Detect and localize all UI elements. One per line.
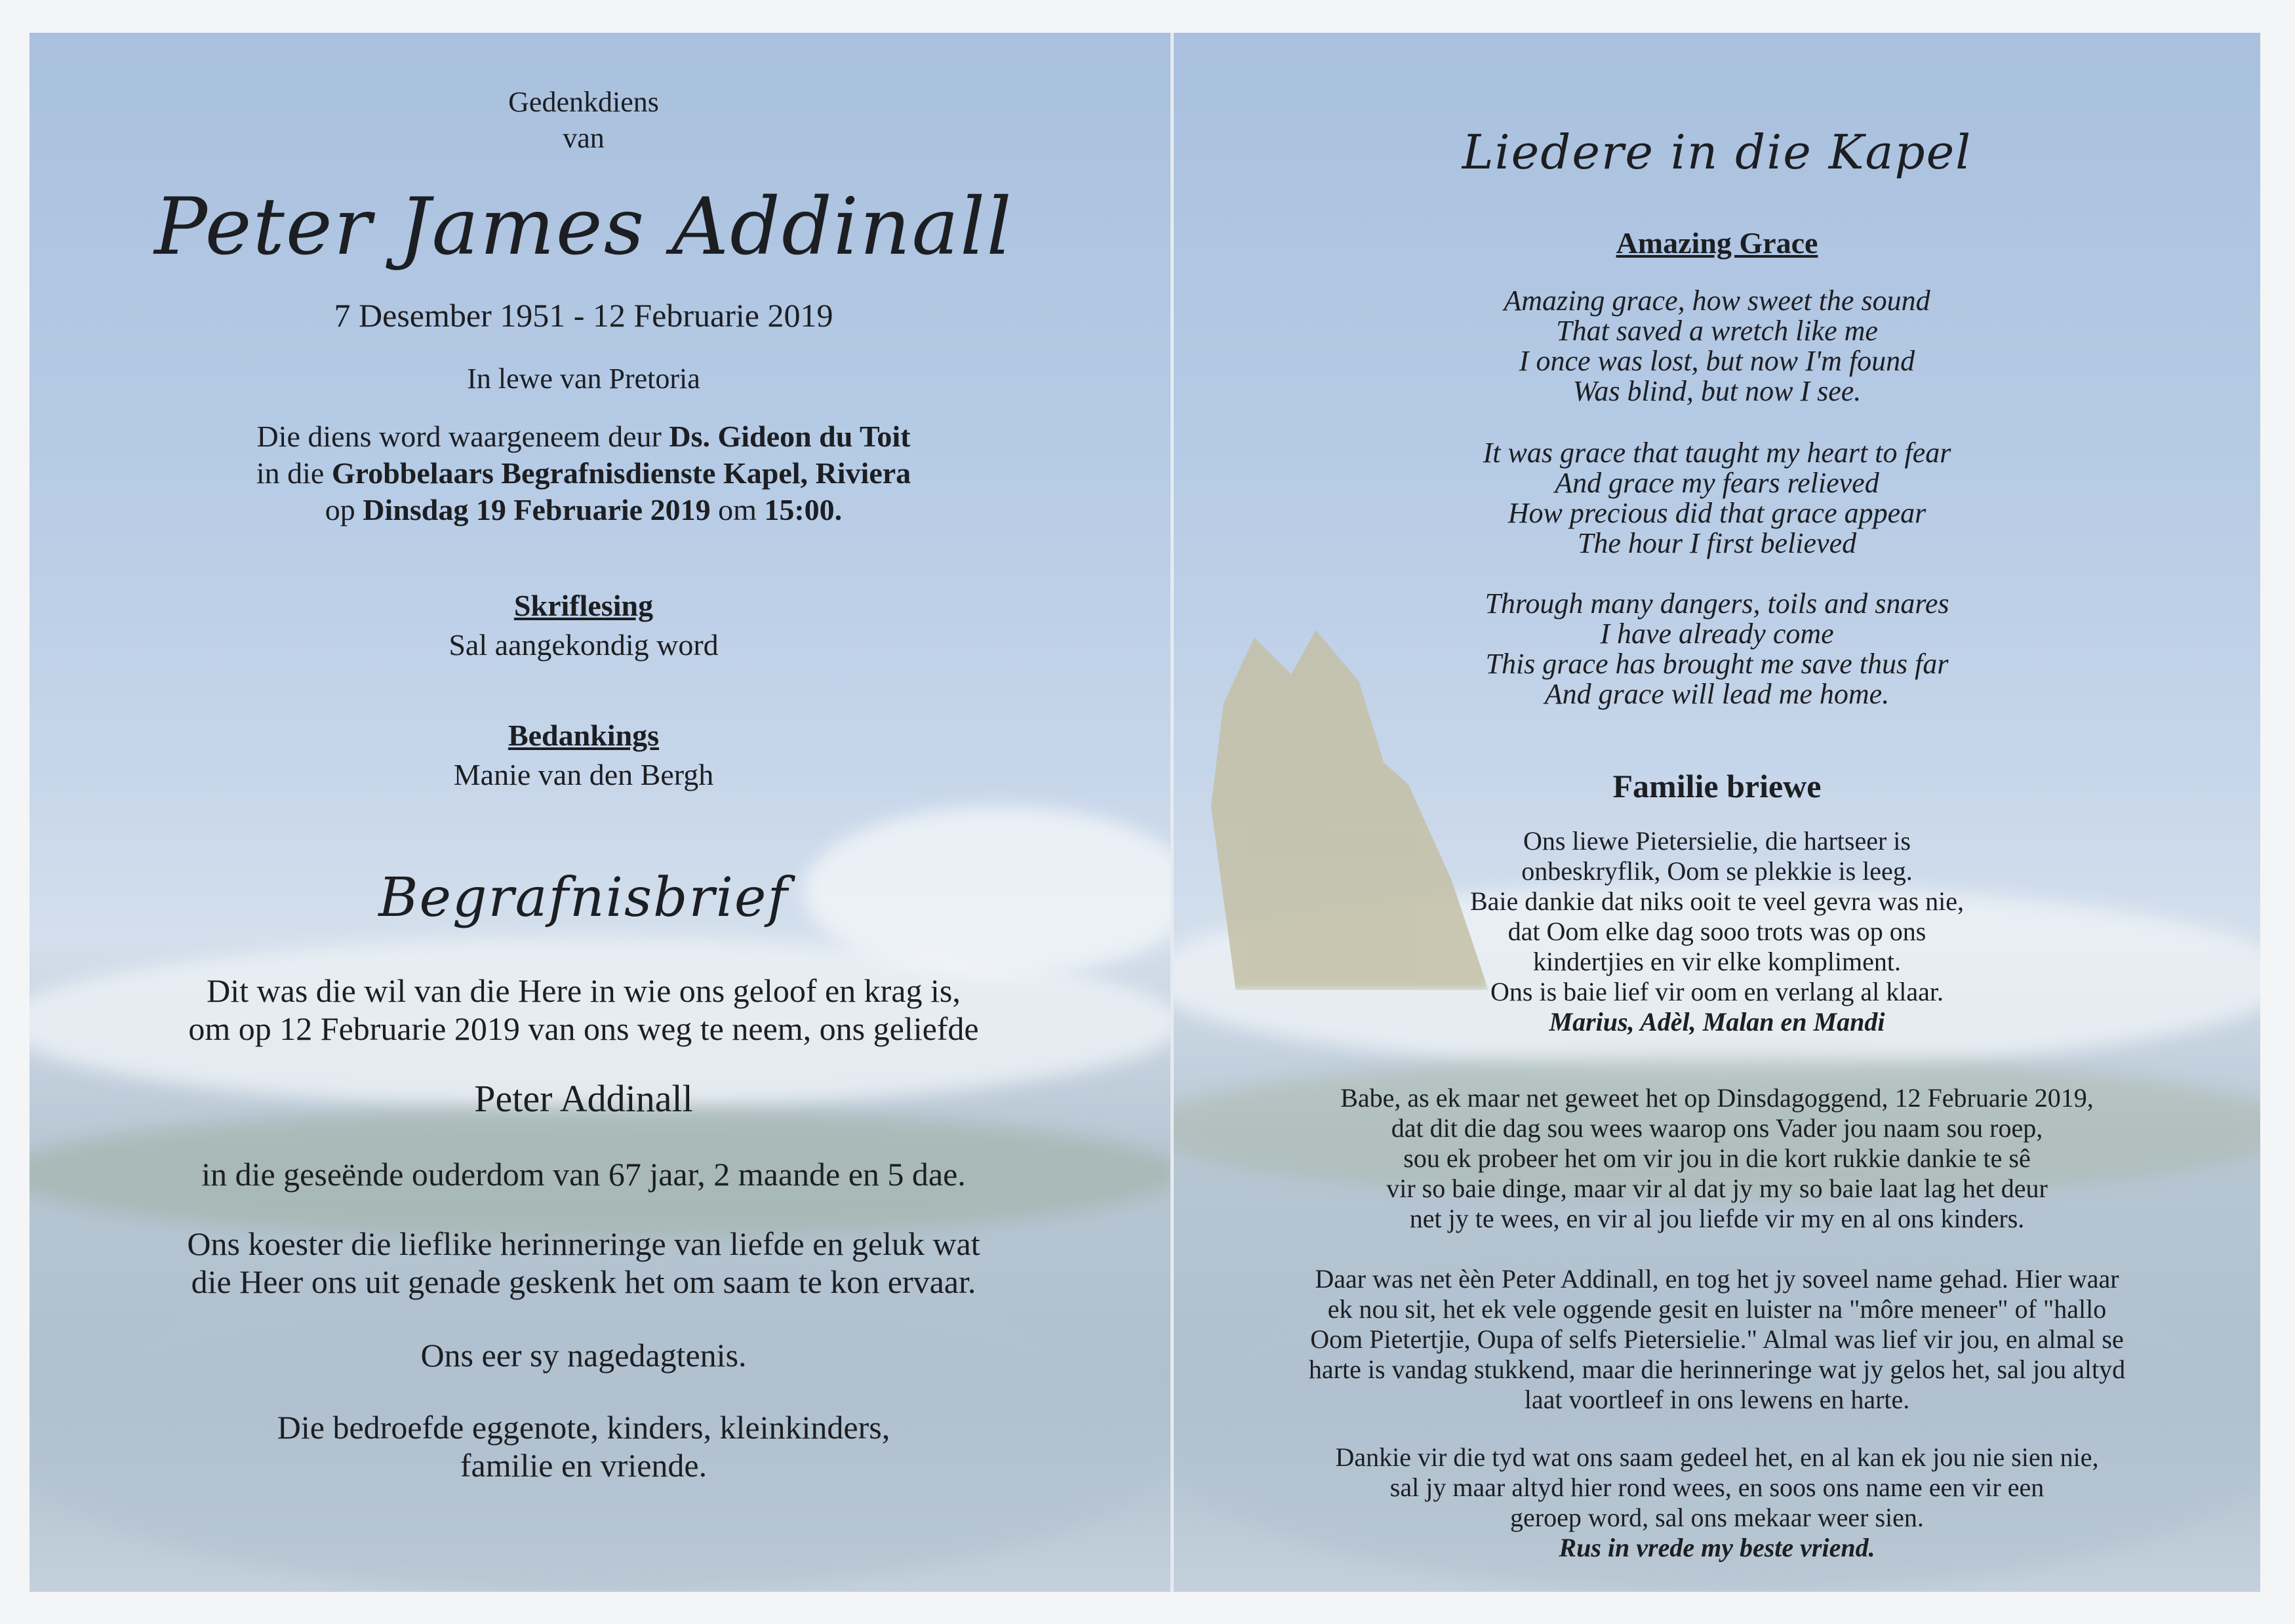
verse-line: It was grace that taught my heart to fear bbox=[1483, 437, 1951, 469]
bedankings-text: Manie van den Bergh bbox=[453, 758, 714, 791]
verse-line: Was blind, but now I see. bbox=[1572, 375, 1862, 407]
verse-3 bbox=[1174, 589, 2260, 709]
letter-line: Oom Pietertjie, Oupa of selfs Pietersielie." Almal was lief vir jou, en almal se bbox=[1310, 1324, 2124, 1354]
memory-line-1: Ons koester die lieflike herinneringe van liefde en geluk wat bbox=[187, 1225, 980, 1262]
letter-line: vir so baie dinge, maar vir al dat jy my so baie laat lag het deur bbox=[1386, 1174, 2048, 1203]
skriflesing-heading: Skriflesing bbox=[513, 589, 654, 622]
verse-2 bbox=[1174, 438, 2260, 559]
skriflesing-section bbox=[30, 586, 1138, 665]
honour-text: Ons eer sy nagedagtenis. bbox=[420, 1337, 747, 1374]
family-letter-4 bbox=[1174, 1442, 2260, 1563]
service-l3-pre: op bbox=[325, 493, 363, 526]
letter-line: harte is vandag stukkend, maar die herinneringe wat jy gelos het, sal jou altyd bbox=[1308, 1355, 2126, 1384]
song-title: Amazing Grace bbox=[1616, 226, 1818, 260]
service-details bbox=[30, 418, 1138, 528]
letter-signature: Rus in vrede my beste vriend. bbox=[1559, 1533, 1875, 1562]
verse-line: How precious did that grace appear bbox=[1507, 497, 1926, 529]
verse-1 bbox=[1174, 286, 2260, 406]
memory-line-2: die Heer ons uit genade geskenk het om saam te kon ervaar. bbox=[191, 1263, 976, 1300]
family-signoff bbox=[30, 1408, 1138, 1484]
letter-age: in die geseënde ouderdom van 67 jaar, 2 maande en 5 dae. bbox=[201, 1156, 966, 1193]
verse-line: I have already come bbox=[1600, 618, 1834, 650]
letter-line: ek nou sit, het ek vele oggende gesit en luister na "môre meneer" of "hallo bbox=[1327, 1294, 2107, 1324]
life-dates: 7 Desember 1951 - 12 Februarie 2019 bbox=[334, 297, 833, 334]
letter-line: dat dit die dag sou wees waarop ons Vader jou naam sou roep, bbox=[1391, 1113, 2043, 1143]
service-l1-pre: Die diens word waargeneem deur bbox=[256, 420, 669, 453]
family-letter-3 bbox=[1174, 1264, 2260, 1415]
verse-line: This grace has brought me save thus far bbox=[1485, 648, 1949, 680]
verse-line: I once was lost, but now I'm found bbox=[1519, 345, 1915, 377]
verse-line: That saved a wretch like me bbox=[1556, 315, 1878, 347]
letter-line: sou ek probeer het om vir jou in die kort rukkie dankie te sê bbox=[1403, 1143, 2031, 1173]
family-letter-2 bbox=[1174, 1083, 2260, 1234]
letter-line-1: Dit was die wil van die Here in wie ons geloof en krag is, bbox=[207, 972, 961, 1009]
family-line-1: Die bedroefde eggenote, kinders, kleinkinders, bbox=[277, 1409, 890, 1446]
service-date: Dinsdag 19 Februarie 2019 bbox=[363, 493, 711, 526]
letter-line: onbeskryflik, Oom se plekkie is leeg. bbox=[1521, 856, 1913, 886]
letter-line: Babe, as ek maar net geweet het op Dinsdagoggend, 12 Februarie 2019, bbox=[1340, 1083, 2094, 1113]
letter-line: Daar was net èèn Peter Addinall, en tog het jy soveel name gehad. Hier waar bbox=[1315, 1264, 2119, 1294]
letter-name: Peter Addinall bbox=[474, 1077, 693, 1120]
verse-line: And grace my fears relieved bbox=[1555, 467, 1879, 499]
service-l3-mid: om bbox=[710, 493, 765, 526]
right-page bbox=[1174, 33, 2260, 1592]
family-line-2: familie en vriende. bbox=[460, 1447, 708, 1484]
skriflesing-text: Sal aangekondig word bbox=[449, 628, 719, 662]
letters-heading: Familie briewe bbox=[1612, 768, 1822, 804]
letter-line: Ons liewe Pietersielie, die hartseer is bbox=[1523, 826, 1911, 856]
letter-signature: Marius, Adèl, Malan en Mandi bbox=[1549, 1007, 1885, 1037]
verse-line: Through many dangers, toils and snares bbox=[1485, 587, 1949, 620]
bedankings-heading: Bedankings bbox=[508, 719, 660, 752]
letter-line: Dankie vir die tyd wat ons saam gedeel het, en al kan ek jou nie sien nie, bbox=[1335, 1442, 2099, 1472]
letter-line-2: om op 12 Februarie 2019 van ons weg te neem, ons geliefde bbox=[188, 1010, 979, 1047]
intro bbox=[30, 85, 1138, 155]
letter-line: geroep word, sal ons mekaar weer sien. bbox=[1510, 1503, 1924, 1532]
deceased-name: Peter James Addinall bbox=[154, 182, 1013, 273]
residence: In lewe van Pretoria bbox=[467, 363, 700, 395]
letter-line: Ons is baie lief vir oom en verlang al klaar. bbox=[1490, 977, 1944, 1006]
family-letter-1 bbox=[1174, 826, 2260, 1037]
intro-line-1: Gedenkdiens bbox=[508, 86, 659, 118]
letter-line: laat voortleef in ons lewens en harte. bbox=[1524, 1385, 1910, 1414]
venue: Grobbelaars Begrafnisdienste Kapel, Riviera bbox=[331, 456, 911, 490]
letter-line: net jy te wees, en vir al jou liefde vir my en al ons kinders. bbox=[1409, 1204, 2025, 1233]
service-time: 15:00. bbox=[764, 493, 843, 526]
bedankings-section bbox=[30, 716, 1138, 795]
songs-title: Liedere in die Kapel bbox=[1462, 125, 1972, 180]
letter-line: Baie dankie dat niks ooit te veel gevra was nie, bbox=[1469, 886, 1965, 916]
letter-title: Begrafnisbrief bbox=[378, 867, 789, 929]
letter-line: kindertjies en vir elke kompliment. bbox=[1533, 947, 1901, 976]
verse-line: And grace will lead me home. bbox=[1544, 678, 1890, 710]
officiant: Ds. Gideon du Toit bbox=[669, 420, 911, 453]
intro-line-2: van bbox=[563, 122, 605, 154]
letter-intro bbox=[30, 972, 1138, 1048]
verse-line: Amazing grace, how sweet the sound bbox=[1504, 285, 1930, 317]
letter-line: dat Oom elke dag sooo trots was op ons bbox=[1507, 917, 1926, 946]
letter-line: sal jy maar altyd hier rond wees, en soos ons name een vir een bbox=[1389, 1473, 2045, 1502]
left-page bbox=[30, 33, 1170, 1592]
service-l2-pre: in die bbox=[256, 456, 332, 490]
memory-text bbox=[30, 1225, 1138, 1301]
verse-line: The hour I first believed bbox=[1577, 527, 1857, 559]
